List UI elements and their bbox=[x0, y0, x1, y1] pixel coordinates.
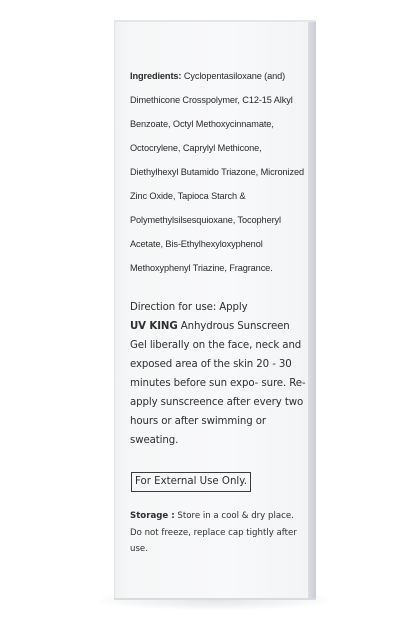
direction-body: Anhydrous Sunscreen Gel liberally on the face, neck and exposed area of the skin 20 - 30 minutes before sun expo- sure. Re-apply sunscreence after every two hours or after swimming or sweating. bbox=[130, 321, 306, 446]
storage-note: Do not freeze, replace cap tightly after use. bbox=[130, 527, 297, 554]
ingredients-text bbox=[130, 64, 306, 280]
ingredients-label: Ingredients: bbox=[130, 71, 182, 81]
storage-label: Storage : bbox=[130, 511, 175, 521]
carton-bottom-edge bbox=[114, 598, 316, 600]
ingredients-list: Cyclopentasiloxane (and) Dimethicone Crosspolymer, C12-15 Alkyl Benzoate, Octyl Methoxycinnamate, Octocrylene, Caprylyl Methicone, Diethylhexyl Butamido Triazone, Micronized Zinc Oxide, Tapioca Starch & Polymethylsilsesquioxane, Tocopheryl Acetate, Bis-Ethylhexyloxyphenol Methoxyphenyl Triazine, Fragrance. bbox=[130, 71, 305, 273]
external-use-notice: For External Use Only. bbox=[131, 472, 251, 492]
sunscreen-carton bbox=[114, 20, 316, 600]
brand-name: UV KING bbox=[130, 321, 178, 332]
carton-top-edge bbox=[114, 20, 316, 22]
carton-side-panel bbox=[308, 20, 316, 600]
storage-text bbox=[130, 508, 306, 558]
storage-instructions: Store in a cool & dry place. bbox=[177, 511, 294, 521]
direction-intro: Direction for use: Apply bbox=[130, 302, 248, 313]
direction-text bbox=[130, 298, 306, 450]
